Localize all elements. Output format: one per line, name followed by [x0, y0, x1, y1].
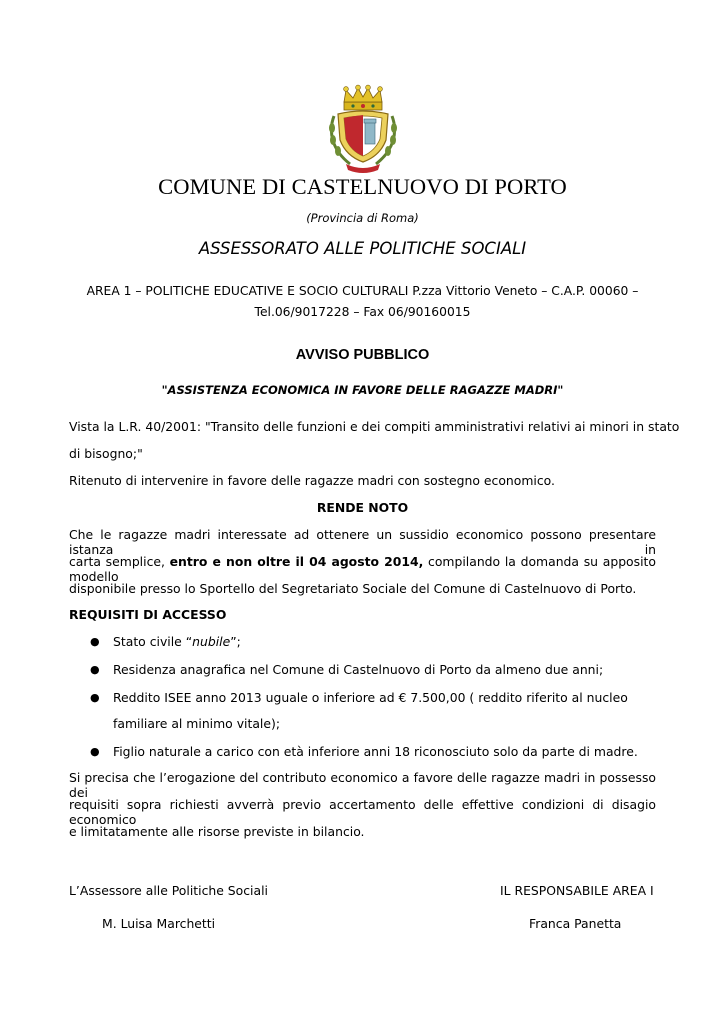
- requirement-marital-status: [113, 634, 241, 649]
- application-paragraph-line-1: Che le ragazze madri interessate ad ottenere un sussidio economico possono presentare istanza in: [69, 527, 656, 557]
- deadline-outro: compilando la domanda su apposito modello: [69, 554, 656, 584]
- intent-statement: Ritenuto di intervenire in favore delle ragazze madri con sostegno economico.: [69, 473, 555, 488]
- bullet-icon: ●: [90, 745, 100, 758]
- requirement-residence: Residenza anagrafica nel Comune di Castelnuovo di Porto da almeno due anni;: [113, 662, 604, 677]
- requirement-marital-status-suffix: ”;: [230, 634, 241, 649]
- area-manager-name: Franca Panetta: [529, 916, 622, 931]
- rende-noto-heading: RENDE NOTO: [316, 500, 409, 515]
- requirement-income-line-1: Reddito ISEE anno 2013 uguale o inferiore ad € 7.500,00 ( reddito riferito al nucleo: [113, 690, 628, 705]
- bullet-icon: ●: [90, 691, 100, 704]
- municipal-coat-of-arms-icon: [320, 84, 406, 176]
- closing-paragraph-line-1: Si precisa che l’erogazione del contributo economico a favore delle ragazze madri in possesso dei: [69, 770, 656, 800]
- bullet-icon: ●: [90, 635, 100, 648]
- notice-title: AVVISO PUBBLICO: [295, 347, 430, 363]
- requirement-marital-status-value: nubile: [192, 634, 231, 649]
- requirement-marital-status-prefix: Stato civile “: [113, 634, 193, 649]
- deadline-text: entro e non oltre il 04 agosto 2014,: [169, 554, 424, 569]
- legal-reference-line-2: di bisogno;": [69, 446, 143, 461]
- requirements-heading: REQUISITI DI ACCESSO: [69, 607, 227, 622]
- application-paragraph-line-2: [69, 554, 656, 584]
- bullet-icon: ●: [90, 663, 100, 676]
- notice-subtitle: "ASSISTENZA ECONOMICA IN FAVORE DELLE RAGAZZE MADRI": [161, 383, 564, 397]
- province-label: (Provincia di Roma): [306, 211, 419, 225]
- closing-paragraph-line-2: requisiti sopra richiesti avverrà previo accertamento delle effettive condizioni di disagio economico: [69, 797, 656, 827]
- requirement-child: Figlio naturale a carico con età inferiore anni 18 riconosciuto solo da parte di madre.: [113, 744, 638, 759]
- municipality-title: COMUNE DI CASTELNUOVO DI PORTO: [158, 174, 567, 199]
- closing-paragraph-line-3: e limitatamente alle risorse previste in bilancio.: [69, 824, 365, 839]
- office-address-line-2: Tel.06/9017228 – Fax 06/90160015: [254, 305, 471, 319]
- assessor-name: M. Luisa Marchetti: [102, 916, 216, 931]
- assessor-role: L’Assessore alle Politiche Sociali: [69, 883, 268, 898]
- legal-reference-line-1: Vista la L.R. 40/2001: "Transito delle funzioni e dei compiti amministrativi relativi ai minori in stato: [69, 419, 680, 434]
- area-manager-role: IL RESPONSABILE AREA I: [500, 883, 654, 898]
- requirement-income-line-2: familiare al minimo vitale);: [113, 716, 281, 731]
- department-title: ASSESSORATO ALLE POLITICHE SOCIALI: [198, 239, 527, 258]
- deadline-intro: carta semplice,: [69, 554, 170, 569]
- office-address: [70, 281, 655, 323]
- application-paragraph-line-3: disponibile presso lo Sportello del Segretariato Sociale del Comune di Castelnuovo di Porto.: [69, 581, 637, 596]
- office-address-line-1: AREA 1 – POLITICHE EDUCATIVE E SOCIO CULTURALI P.zza Vittorio Veneto – C.A.P. 00060 –: [86, 284, 639, 298]
